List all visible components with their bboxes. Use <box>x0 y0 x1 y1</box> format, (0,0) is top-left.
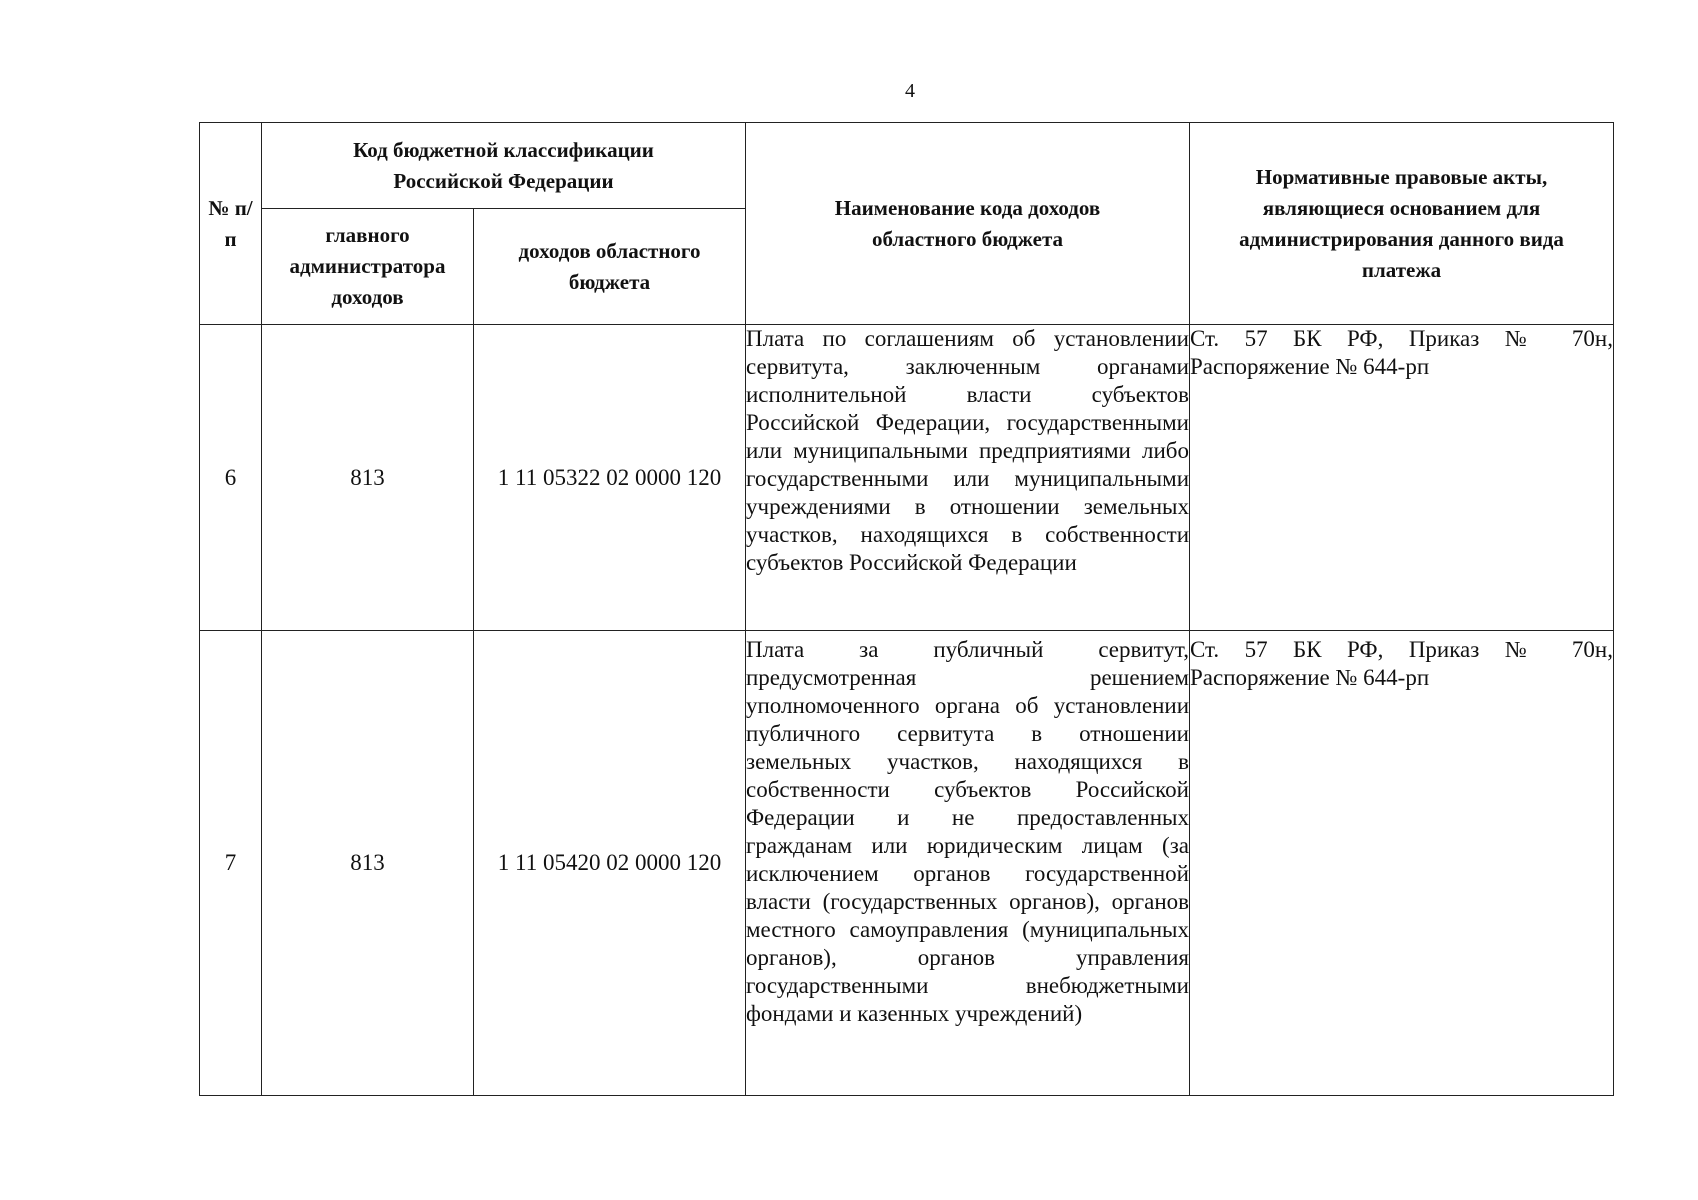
header-acts: Нормативные правовые акты, являющиеся основанием для администрирования данного вида платежа <box>1190 123 1614 325</box>
row-num: 7 <box>200 631 262 1096</box>
header-name: Наименование кода доходов областного бюджета <box>746 123 1190 325</box>
row-income-name: Плата по соглашениям об установлении сервитута, заключенным органами исполнительной власти субъектов Российской Федерации, государственными или муниципальными предприятиями либо государственными или муниципальными учреждениями в отношении земельных участков, находящихся в собственности субъектов Российской Федерации <box>746 325 1190 631</box>
header-num: № п/п <box>200 123 262 325</box>
row-income-code: 1 11 05420 02 0000 120 <box>474 631 746 1096</box>
header-row-1 <box>200 123 1614 209</box>
row-income-name: Плата за публичный сервитут, предусмотренная решением уполномоченного органа об установлении публичного сервитута в отношении земельных участков, находящихся в собственности субъектов Российской Федерации и не предоставленных гражданам или юридическим лицам (за исключением органов государственной власти (государственных органов), органов местного самоуправления (муниципальных органов), органов управления государственными внебюджетными фондами и казенных учреждений) <box>746 631 1190 1096</box>
row-legal-acts: Ст. 57 БК РФ, Приказ № 70н, Распоряжение № 644-рп <box>1190 631 1614 1096</box>
header-income: доходов областного бюджета <box>474 209 746 325</box>
page-number: 4 <box>905 80 915 102</box>
row-admin-code: 813 <box>262 325 474 631</box>
row-admin-code: 813 <box>262 631 474 1096</box>
row-num: 6 <box>200 325 262 631</box>
row-legal-acts: Ст. 57 БК РФ, Приказ № 70н, Распоряжение № 644-рп <box>1190 325 1614 631</box>
header-code-group: Код бюджетной классификации Российской Федерации <box>262 123 746 209</box>
table-row <box>200 325 1614 631</box>
header-admin: главного администратора доходов <box>262 209 474 325</box>
row-income-code: 1 11 05322 02 0000 120 <box>474 325 746 631</box>
budget-classification-table <box>199 122 1614 1096</box>
table-row <box>200 631 1614 1096</box>
